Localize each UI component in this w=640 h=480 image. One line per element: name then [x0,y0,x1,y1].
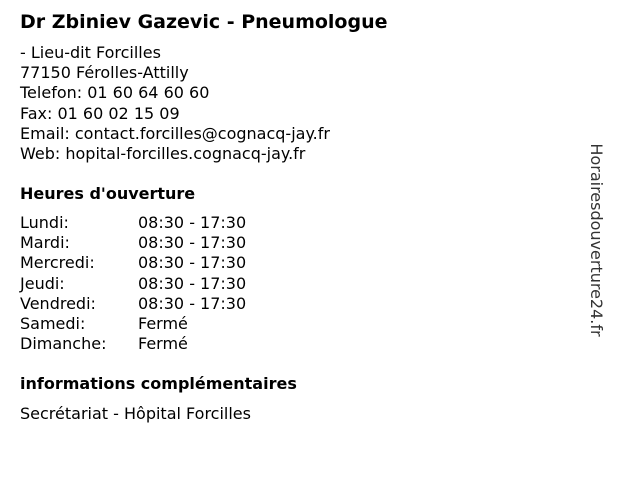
time-value: 08:30 - 17:30 [138,233,247,253]
day-label: Lundi: [20,213,69,232]
day-label: Mercredi: [20,253,95,273]
day-label: Dimanche: [20,334,107,354]
additional-info-text: Secrétariat - Hôpital Forcilles [20,404,251,423]
time-value: 08:30 - 17:30 [138,253,247,273]
additional-info-heading: informations complémentaires [20,374,297,393]
hours-row-wednesday [20,253,246,273]
phone-number: Telefon: 01 60 64 60 60 [20,83,210,103]
website-address: Web: hopital-forcilles.cognacq-jay.fr [20,144,306,164]
hours-row-thursday [20,274,246,294]
hours-row-saturday [20,314,246,334]
email-address: Email: contact.forcilles@cognacq-jay.fr [20,123,330,143]
day-label: Jeudi: [20,273,65,293]
day-label: Mardi: [20,233,70,253]
time-value: Fermé [138,314,188,334]
address-street: - Lieu-dit Forcilles [20,43,161,62]
address-block [20,43,330,164]
hours-row-monday [20,213,246,233]
hours-row-sunday [20,334,246,354]
day-label: Samedi: [20,314,86,334]
opening-hours-table [20,213,246,354]
fax-number: Fax: 01 60 02 15 09 [20,103,180,123]
hours-row-tuesday [20,233,246,253]
address-city: 77150 Férolles-Attilly [20,63,189,83]
watermark-text: Horairesdouverture24.fr [587,143,606,337]
time-value: 08:30 - 17:30 [138,273,247,293]
page-title: Dr Zbiniev Gazevic - Pneumologue [20,11,388,33]
day-label: Vendredi: [20,293,96,313]
time-value: 08:30 - 17:30 [138,213,247,232]
hours-row-friday [20,294,246,314]
opening-hours-heading: Heures d'ouverture [20,184,196,203]
time-value: Fermé [138,334,188,354]
time-value: 08:30 - 17:30 [138,293,247,313]
